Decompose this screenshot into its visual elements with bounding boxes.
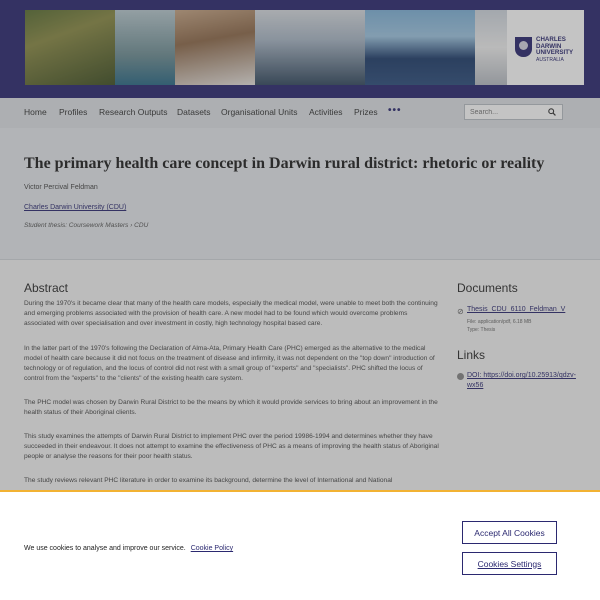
logo-country: AUSTRALIA	[536, 56, 564, 63]
links-heading: Links	[457, 348, 486, 362]
cookie-message	[24, 545, 233, 552]
page-title: The primary health care concept in Darwin rural district: rhetoric or reality	[24, 155, 545, 172]
nav-profiles[interactable]: Profiles	[59, 107, 88, 117]
globe-icon	[457, 373, 464, 380]
nav-organisational-units[interactable]: Organisational Units	[221, 107, 298, 117]
cookies-settings-button[interactable]: Cookies Settings	[462, 552, 557, 575]
author-name: Victor Percival Feldman	[24, 184, 98, 191]
accept-cookies-button[interactable]: Accept All Cookies	[462, 521, 557, 544]
search-input[interactable]	[465, 105, 545, 119]
logo-wordmark	[536, 37, 582, 63]
nav-activities[interactable]: Activities	[309, 107, 343, 117]
organisation-link[interactable]: Charles Darwin University (CDU)	[24, 204, 127, 211]
document-type: Type: Thesis	[467, 327, 496, 333]
nav-research-outputs[interactable]: Research Outputs	[99, 107, 168, 117]
search-box	[464, 104, 563, 120]
nav-more-button[interactable]: •••	[388, 105, 402, 116]
logo-name: CHARLES DARWIN UNIVERSITY	[536, 36, 574, 57]
banner-photo	[175, 10, 255, 85]
document-meta	[467, 318, 531, 334]
banner-photo	[25, 10, 115, 85]
cookie-text: We use cookies to analyse and improve our service.	[24, 545, 186, 552]
doi-link[interactable]: DOI: https://doi.org/10.25913/qdzv-wx56	[467, 372, 576, 389]
banner-photo	[115, 10, 175, 85]
paperclip-icon: ⊘	[457, 307, 464, 316]
abstract-paragraph: This study examines the attempts of Darwin Rural District to implement PHC over the period 19986-1994 and determines whether they have succeeded in their endeavour. It does not attempt to examine the effectiveness of PHC as a means of improving the health status of Aboriginal people or analyse the reasons for their poor health status.	[24, 433, 439, 460]
abstract-paragraph: The PHC model was chosen by Darwin Rural District to be the means by which it would provide services to bring about an improvement in the health status of their Aboriginal clients.	[24, 399, 438, 416]
nav-prizes[interactable]: Prizes	[354, 107, 378, 117]
cookie-banner	[0, 490, 600, 600]
thesis-type: Student thesis: Coursework Masters › CDU	[24, 222, 149, 229]
banner-photo	[255, 10, 365, 85]
site-header	[0, 0, 600, 98]
cookie-policy-link[interactable]: Cookie Policy	[190, 545, 234, 552]
documents-heading: Documents	[457, 281, 518, 295]
abstract-paragraph: In the latter part of the 1970's following the Declaration of Alma-Ata, Primary Health Care (PHC) emerged as the alternative to the medical model of health care because it did not focus on the treatment of disease and infirmity, it was not dependent on the "top down" introduction of technology or of regulation, and the locus of control did not rest with a small group of "experts" and "specialists". PHC shifted the locus of control from the "experts" to the "clients" of the existing health care system.	[24, 345, 435, 382]
banner-photo	[475, 10, 507, 85]
university-logo[interactable]	[507, 10, 584, 85]
document-link[interactable]: Thesis_CDU_6110_Feldman_V	[467, 306, 566, 313]
shield-icon	[515, 37, 532, 57]
file-type: File: application/pdf, 6.18 MB	[467, 319, 532, 325]
nav-home[interactable]: Home	[24, 107, 47, 117]
main-nav	[0, 98, 600, 128]
record-header	[0, 128, 600, 260]
abstract-paragraph: During the 1970's it became clear that many of the health care models, especially the medical model, were unable to meet both the continuing and emerging problems associated with the provision of health care. A new model had to be found which would overcome problems associated with over specialisation and over investment in costly, high technology hospital based care.	[24, 300, 438, 327]
banner-photo	[365, 10, 475, 85]
header-banner	[25, 10, 584, 85]
abstract-heading: Abstract	[24, 281, 69, 295]
search-icon[interactable]	[548, 108, 556, 116]
nav-datasets[interactable]: Datasets	[177, 107, 211, 117]
abstract-paragraph: The study reviews relevant PHC literature in order to examine its background, determine the level of International and National	[24, 477, 393, 484]
